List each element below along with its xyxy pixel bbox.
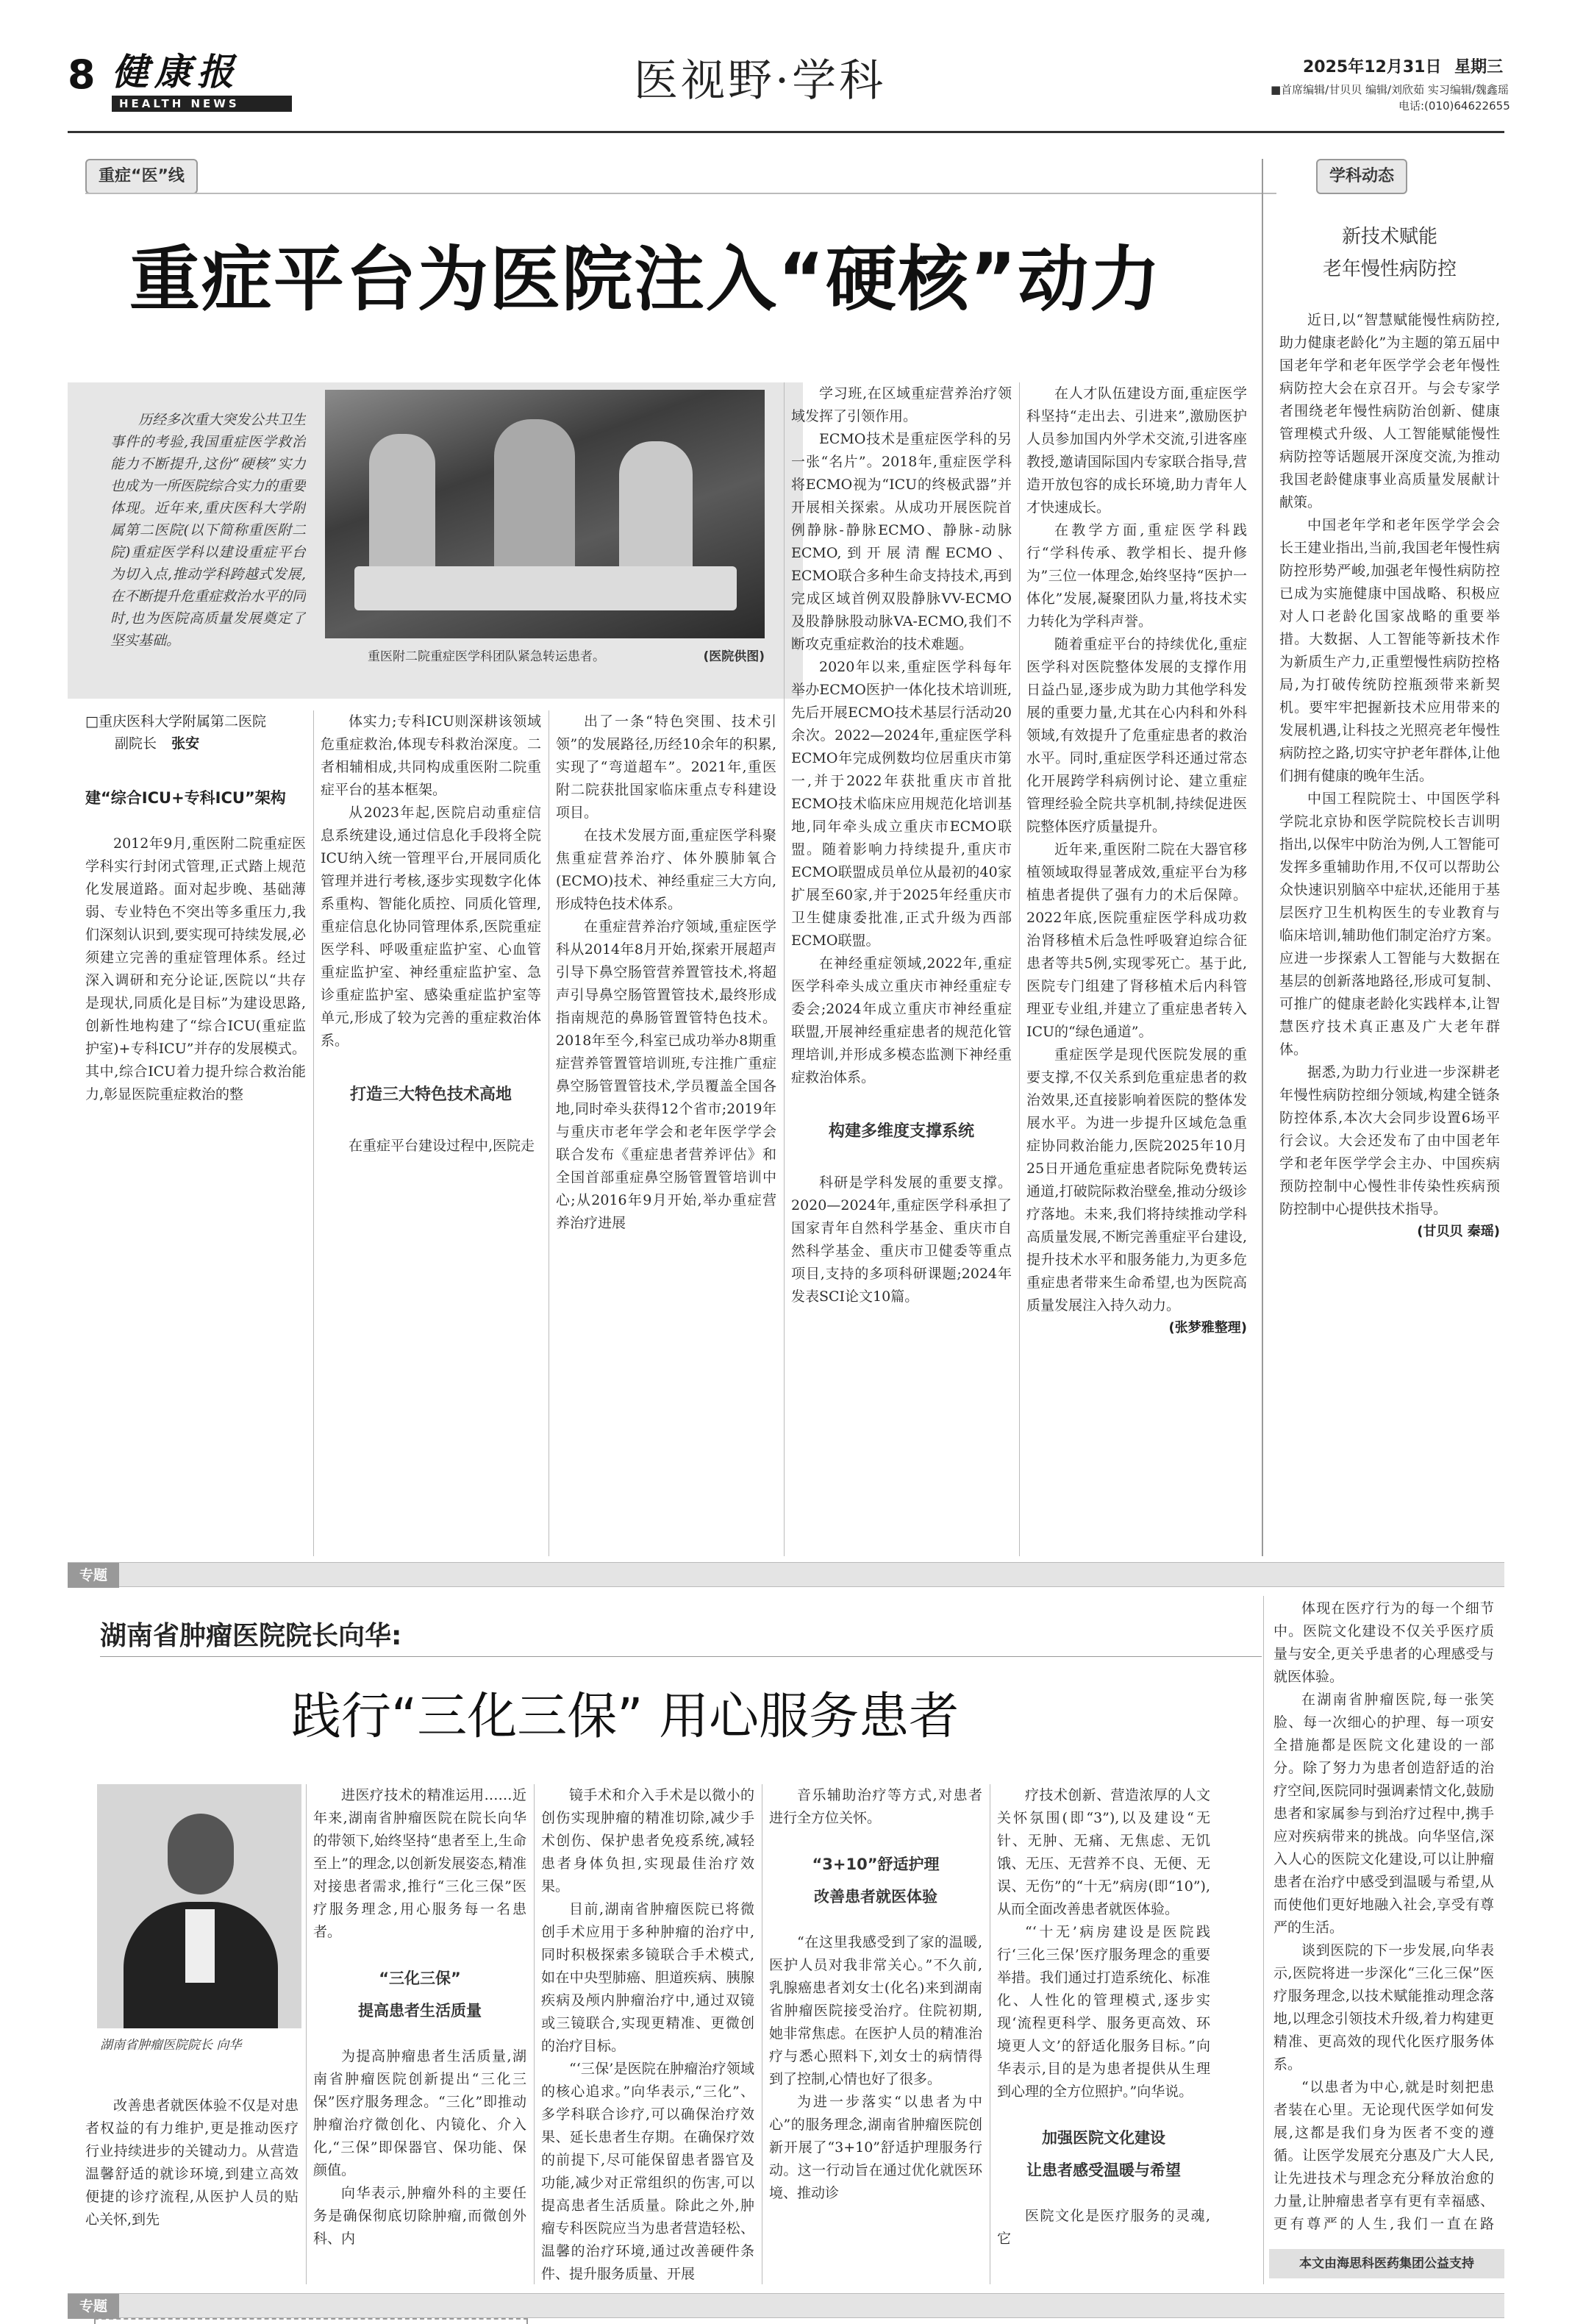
article1-col3c: 在重症营养治疗领域,重症医学科从2014年8月开始,探索开展超声引导下鼻空肠管营养置管技术,将超声引导鼻空肠管置管技术,最终形成指南规范的鼻肠管置管特色技术。2018年至今,科室已成功举办8期重症营养管置管培训班,专注推广重症鼻空肠管置管技术,学员覆盖全国各地,同时牵头获得12个省市;2019年与重庆市老年学会和老年医学学会联合发布《重症患者营养评估》和全国首部重症鼻空肠管置管培训中心;从2016年9月开始,举办重症营养治疗进展 <box>556 919 776 1231</box>
article2-col3 <box>541 1784 754 2284</box>
portrait-shirt <box>185 1909 215 1983</box>
article1-title: 重症平台为医院注入“硬核”动力 <box>129 238 1162 321</box>
paper-name-en: HEALTH NEWS <box>112 96 292 112</box>
article1-col4b: ECMO技术是重症医学科的另一张“名片”。2018年,重症医学科将ECMO视为“ICU的终极武器”并开展相关探索。从成功开展医院首例静脉-静脉ECMO、静脉-动脉ECMO,到开展清醒ECMO、ECMO联合多种生命支持技术,再到完成区域首例双股静脉VV-ECMO及股静脉股动脉VA-ECMO,我们不断攻克重症救治的技术难题。 <box>791 431 1012 652</box>
article1-photo <box>325 390 765 638</box>
caption-text: 重医附二院重症医学科团队紧急转运患者。 <box>368 649 605 664</box>
article1-col1-text: 2012年9月,重医附二院重症医学科实行封闭式管理,正式踏上规范化发展道路。面对起步晚、基础薄弱、专业特色不突出等多重压力,我们深刻认识到,要实现可持续发展,必须建立完善的重症管理体系。经过深入调研和充分论证,医院以“共存是现状,同质化是目标”为建设思路,创新性地构建了“综合ICU(重症监护室)+专科ICU”并存的发展模式。其中,综合ICU着力提升综合救治能力,彰显医院重症救治的整 <box>85 835 306 1103</box>
section-band <box>68 1562 1504 1587</box>
article1-lead <box>110 409 306 681</box>
article1-sub3: 构建多维度支撑系统 <box>828 1122 974 1141</box>
author-title: 副院长 <box>115 735 157 752</box>
article1-col5d: 近年来,重医附二院在大器官移植领域取得显著成效,重症平台为移植患者提供了强有力的术后保障。2022年底,医院重症医学科成功救治肾移植术后急性呼吸窘迫综合征患者等共5例,实现零死亡。基于此,医院专门组建了肾移植术后内科管理亚专业组,并建立了重症患者转入ICU的“绿色通道”。 <box>1026 841 1247 1040</box>
article1-col1 <box>85 710 306 1553</box>
sidebar-title-line2: 老年慢性病防控 <box>1322 258 1457 280</box>
article1-col4c: 2020年以来,重症医学科每年举办ECMO医护一体化技术培训班,先后开展ECMO技术基层行活动20余次。2022—2024年,重症医学科ECMO年完成例数均位居重庆市第一,并于2022年获批重庆市首批ECMO技术临床应用规范化培训基地,同年牵头成立重庆市ECMO联盟。随着影响力持续提升,重庆市ECMO联盟成员单位从最初的40家扩展至60家,并于2025年经重庆市卫生健康委批准,正式升级为西部ECMO联盟。 <box>791 659 1012 949</box>
photo-figure-b <box>494 419 575 588</box>
divider <box>534 1784 535 2284</box>
page-number: 8 <box>68 51 96 98</box>
phone-line: 电话:(010)64622655 <box>1398 99 1510 113</box>
article1-author <box>85 710 306 755</box>
article2-title: 践行“三化三保” 用心服务患者 <box>291 1688 960 1746</box>
article1-col3 <box>556 710 776 1556</box>
portrait-head <box>168 1814 234 1895</box>
article2-c4c: 为进一步落实“以患者为中心”的服务理念,湖南省肿瘤医院创新开展了“3+10”舒适护理服务行动。这一行动旨在通过优化就医环境、推动诊 <box>769 2094 982 2202</box>
divider <box>1019 382 1020 1556</box>
article2-c6c: 谈到医院的下一步发展,向华表示,医院将进一步深化“三化三保”医疗服务理念,以技术赋能推动理念落地,以理念引领技术升级,着力构建更精准、更高效的现代化医疗服务体系。 <box>1273 1942 1494 2072</box>
article1-col2 <box>321 710 541 1556</box>
sidebar-tag: 学科动态 <box>1316 159 1407 194</box>
weekday-text: 星期三 <box>1454 58 1504 76</box>
sidebar-title <box>1279 221 1500 285</box>
article2-col2 <box>313 1784 526 2284</box>
article2-col4 <box>769 1784 982 2284</box>
masthead <box>68 46 1510 134</box>
divider <box>1263 1596 1264 2284</box>
article1-col3a: 出了一条“特色突围、技术引领”的发展路径,历经10余年的积累,实现了“弯道超车”。2021年,重医附二院获批国家临床重点专科建设项目。 <box>556 713 776 821</box>
divider <box>784 382 785 1556</box>
article2-portrait <box>97 1784 301 2028</box>
article2-sub6: 让患者感受温暖与希望 <box>1026 2161 1181 2180</box>
article2-col6 <box>1273 1597 1494 2237</box>
article2-sub3: “3+10”舒适护理 <box>812 1856 940 1873</box>
divider <box>313 710 314 1556</box>
article2-c3c: “‘三保’是医院在肿瘤治疗领域的核心追求。”向华表示,“三化”、多学科联合诊疗,可以确保治疗效果、延长患者生存期。在确保疗效的前提下,尽可能保留患者器官及功能,减少对正常组织的伤害,可以提高患者生活质量。除此之外,肿瘤专科医院应当为患者营造轻松、温馨的治疗环境,通过改善硬件条件、提升服务质量、开展 <box>541 2061 754 2282</box>
photo-stretcher <box>354 566 737 610</box>
section-title: 医视野·学科 <box>634 55 887 107</box>
article1-tag-rule <box>85 193 1276 194</box>
article1-col5c: 随着重症平台的持续优化,重症医学科对医院整体发展的支撑作用日益凸显,逐步成为助力其他学科发展的重要力量,尤其在心内科和外科领域,有效提升了危重症患者的救治水平。同时,重症医学科还通过常态化开展跨学科病例讨论、建立重症管理经验全院共享机制,持续促进医院整体医疗质量提升。 <box>1026 636 1247 835</box>
article1-col5-sign: (张梦雅整理) <box>1168 1320 1247 1336</box>
article2-photo-caption: 湖南省肿瘤医院院长 向华 <box>100 2038 242 2053</box>
article2-c4b: “在这里我感受到了家的温暖,医护人员对我非常关心。”不久前,乳腺癌患者刘女士(化名)来到湖南省肿瘤医院接受治疗。住院初期,她非常焦虑。在医护人员的精准治疗与悉心照料下,刘女士的病情得到了控制,心情也好了很多。 <box>769 1934 982 2088</box>
article2-col1 <box>85 2095 299 2283</box>
article2-c3b: 目前,湖南省肿瘤医院已将微创手术应用于多种肿瘤的治疗中,同时积极探索多镜联合手术模式,如在中央型肺癌、胆道疾病、胰腺疾病及颅内肿瘤治疗中,通过双镜或三镜联合,实现更精准、更微创的治疗目标。 <box>541 1901 754 2054</box>
masthead-rule <box>68 131 1504 133</box>
article2-c6a: 体现在医疗行为的每一个细节中。医院文化建设不仅关乎医疗质量与安全,更关乎患者的心理感受与就医体验。 <box>1273 1600 1494 1685</box>
article2-sponsor: 本文由海思科医药集团公益支持 <box>1269 2249 1504 2278</box>
article1-col2c: 在重症平台建设过程中,医院走 <box>349 1137 535 1154</box>
article1-lead-text: 历经多次重大突发公共卫生事件的考验,我国重症医学救治能力不断提升,这份“硬核”实力也成为一所医院综合实力的重要体现。近年来,重庆医科大学附属第二医院(以下简称重医附二院)重症医学科以建设重症平台为切入点,推动学科跨越式发展,在不断提升危重症救治水平的同时,也为医院高质量发展奠定了坚实基础。 <box>110 412 306 649</box>
article2-c5b: “‘十无’病房建设是医院践行‘三化三保’医疗服务理念的重要举措。我们通过打造系统化、标准化、人性化的管理模式,逐步实现‘流程更科学、服务更高效、环境更人文’的舒适化服务目标。”向华表示,目的是为患者提供从生理到心理的全方位照护。”向华说。 <box>997 1924 1210 2100</box>
sidebar-body <box>1279 309 1500 1559</box>
article2-sub4: 改善患者就医体验 <box>814 1888 937 1906</box>
article2-kicker: 湖南省肿瘤医院院长向华: <box>100 1621 402 1651</box>
sidebar-p4: 据悉,为助力行业进一步深耕老年慢性病防控细分领域,构建全链条防控体系,本次大会同步设置6场平行会议。大会还发布了由中国老年学和老年医学学会主办、中国疾病预防控制中心慢性非传染性疾病预防控制中心提供技术指导。 <box>1279 1064 1500 1217</box>
article2-c6b: 在湖南省肿瘤医院,每一张笑脸、每一次细心的护理、每一项安全措施都是医院文化建设的一部分。除了努力为患者创造舒适的治疗空间,医院同时强调素情文化,鼓励患者和家属参与到治疗过程中,携手应对疾病带来的挑战。向华坚信,深入人心的医院文化建设,可以让肿瘤患者在治疗中感受到温暖与希望,从而使他们更好地融入社会,享受有尊严的生活。 <box>1273 1692 1494 1936</box>
article1-photo-caption <box>368 647 765 668</box>
article1-col5b: 在教学方面,重症医学科践行“学科传承、教学相长、提升修为”三位一体理念,始终坚持“医护一体化”发展,凝聚团队力量,将技术实力转化为学科声誉。 <box>1026 522 1247 630</box>
paper-logo <box>112 50 292 119</box>
article3-title <box>581 2318 1405 2324</box>
article1-col4d: 在神经重症领域,2022年,重症医学科牵头成立重庆市神经重症专委会;2024年成立重庆市神经重症联盟,开展神经重症患者的规范化管理培训,并形成多模态监测下神经重症救治体系。 <box>791 955 1012 1086</box>
issue-date <box>1303 54 1503 81</box>
article1-col5a: 在人才队伍建设方面,重症医学科坚持“走出去、引进来”,激励医护人员参加国内外学术交流,引进客座教授,邀请国际国内专家联合指导,营造开放包容的成长环境,助力青年人才快速成长。 <box>1026 385 1247 516</box>
article1-col4e: 科研是学科发展的重要支撑。2020—2024年,重症医学科承担了国家青年自然科学基金、重庆市自然科学基金、重庆市卫健委等重点项目,支持的多项科研课题;2024年发表SCI论文10篇。 <box>791 1174 1012 1305</box>
caption-credit: (医院供图) <box>703 649 765 664</box>
article1-col3b: 在技术发展方面,重症医学科聚焦重症营养治疗、体外膜肺氧合(ECMO)技术、神经重症三大方向,形成特色技术体系。 <box>556 827 776 912</box>
divider <box>306 1784 307 2284</box>
article2-c2c: 向华表示,肿瘤外科的主要任务是确保彻底切除肿瘤,而微创外科、内 <box>313 2185 526 2248</box>
article2-col5 <box>997 1784 1210 2284</box>
article1-sub2: 打造三大特色技术高地 <box>349 1086 512 1104</box>
article2-c2a: 进医疗技术的精准运用……近年来,湖南省肿瘤医院在院长向华的带领下,始终坚持“患者至上,生命至上”的理念,以创新发展姿态,精准对接患者需求,推行“三化三保”医疗服务理念,用心服务每一名患者。 <box>313 1787 526 1940</box>
article1-col4a: 学习班,在区域重症营养治疗领域发挥了引领作用。 <box>791 385 1012 424</box>
article2-sub1: “三化三保” <box>379 1970 461 1987</box>
section-label: 专题 <box>68 1563 119 1588</box>
article2-c5c: 医院文化是医疗服务的灵魂,它 <box>997 2208 1210 2248</box>
article1-col5e: 重症医学是现代医院发展的重要支撑,不仅关系到危重症患者的救治效果,还直接影响着医院的整体发展水平。为进一步提升区域危急重症协同救治能力,医院2025年10月25日开通危重症患者院际免费转运通道,打破院际救治壁垒,推动分级诊疗落地。未来,我们将持续推动学科高质量发展,不断完善重症平台建设,提升技术水平和服务能力,为更多危重症患者带来生命希望,也为医院高质量发展注入持久动力。 <box>1026 1047 1247 1314</box>
sidebar-sign: (甘贝贝 秦瑶) <box>1417 1224 1500 1239</box>
sidebar-p1: 近日,以“智慧赋能慢性病防控,助力健康老龄化”为主题的第五届中国老年学和老年医学学会老年慢性病防控大会在京召开。与会专家学者围绕老年慢性病防治创新、健康管理模式升级、人工智能赋能慢性病防控等话题展开深度交流,为推动我国老龄健康事业高质量发展献计献策。 <box>1279 312 1500 510</box>
article2-kicker-rule <box>100 1656 1262 1657</box>
article1-tag: 重症“医”线 <box>85 159 198 194</box>
article1-col2b: 从2023年起,医院启动重症信息系统建设,通过信息化手段将全院ICU纳入统一管理平台,开展同质化管理并进行考核,逐步实现数字化体系重构、智能化质控、同质化管理,重症信息化协同管理体系,医院重症医学科、呼吸重症监护室、心血管重症监护室、神经重症监护室、急诊重症监护室、感染重症监护室等单元,形成了较为完善的重症救治体系。 <box>321 805 541 1049</box>
article2-sub2: 提高患者生活质量 <box>358 2002 482 2020</box>
article2-c6d: “以患者为中心,就是时刻把患者装在心里。无论现代医学如何发展,这都是我们身为医者不变的遵循。让医学发展充分惠及广大人民,让先进技术与理念充分释放治愈的力量,让肿瘤患者享有更有幸福感、更有尊严的人生,我们一直在路 <box>1273 2079 1494 2232</box>
article2-c4a: 音乐辅助治疗等方式,对患者进行全方位关怀。 <box>769 1787 982 1826</box>
author-name: 张安 <box>171 735 200 752</box>
sidebar-title-line1: 新技术赋能 <box>1341 226 1437 248</box>
author-unit: □重庆医科大学附属第二医院 <box>85 713 266 730</box>
section-band <box>68 2293 1504 2318</box>
article1-col4 <box>791 382 1012 1556</box>
article2-c1: 改善患者就医体验不仅是对患者权益的有力维护,更是推动医疗行业持续进步的关键动力。从营造温馨舒适的就诊环境,到建立高效便捷的诊疗流程,从医护人员的贴心关怀,到先 <box>85 2097 299 2228</box>
article1-col2a: 体实力;专科ICU则深耕该领域危重症救治,体现专科救治深度。二者相辅相成,共同构成重医附二院重症平台的基本框架。 <box>321 713 541 798</box>
article2-c5a: 疗技术创新、营造浓厚的人文关怀氛围(即“3”),以及建设“无针、无肿、无痛、无焦虑、无饥饿、无压、无营养不良、无便、无误、无伤”的“十无”病房(即“10”),从而全面改善患者就医体验。 <box>997 1787 1210 1917</box>
article3-lead <box>96 2320 526 2324</box>
article3-lead-box <box>94 2318 528 2324</box>
sidebar-p2: 中国老年学和老年医学学会会长王建业指出,当前,我国老年慢性病防控形势严峻,加强老年慢性病防控已成为实施健康中国战略、积极应对人口老龄化国家战略的重要举措。大数据、人工智能等新技术作为新质生产力,正重塑慢性病防控格局,为打破传统防控瓶颈带来新契机。要牢牢把握新技术应用带来的发展机遇,让科技之光照亮老年慢性病防控之路,切实守护老年群体,让他们拥有健康的晚年生活。 <box>1279 517 1500 784</box>
date-text: 2025年12月31日 <box>1303 58 1442 76</box>
article2-c2b: 为提高肿瘤患者生活质量,湖南省肿瘤医院创新提出“三化三保”医疗服务理念。“三化”即推动肿瘤治疗微创化、内镜化、介入化,“三保”即保器官、保功能、保颜值。 <box>313 2048 526 2179</box>
article2-c3a: 镜手术和介入手术是以微小的创伤实现肿瘤的精准切除,减少手术创伤、保护患者免疫系统,减轻患者身体负担,实现最佳治疗效果。 <box>541 1787 754 1895</box>
sidebar-p3: 中国工程院院士、中国医学科学院北京协和医学院院校长吉训明指出,以保牢中防治为例,人工智能可发挥多重辅助作用,不仅可以帮助公众快速识别脑卒中症状,还能用于基层医疗卫生机构医生的专业教育与临床培训,辅助他们制定治疗方案。应进一步探索人工智能与大数据在基层的创新落地路径,形成可复制、可推广的健康老龄化实践样本,让智慧医疗技术真正惠及广大老年群体。 <box>1279 791 1500 1058</box>
article2-sub5: 加强医院文化建设 <box>1042 2129 1165 2147</box>
article1-sub1: 建“综合ICU+专科ICU”架构 <box>85 789 286 807</box>
paper-name: 健康报 <box>112 50 240 93</box>
photo-figure-a <box>369 434 435 581</box>
article1-col5 <box>1026 382 1247 1556</box>
editors-line: ■首席编辑/甘贝贝 编辑/刘欣茹 实习编辑/魏鑫瑶 <box>1271 83 1509 96</box>
section-label: 专题 <box>68 2294 119 2319</box>
